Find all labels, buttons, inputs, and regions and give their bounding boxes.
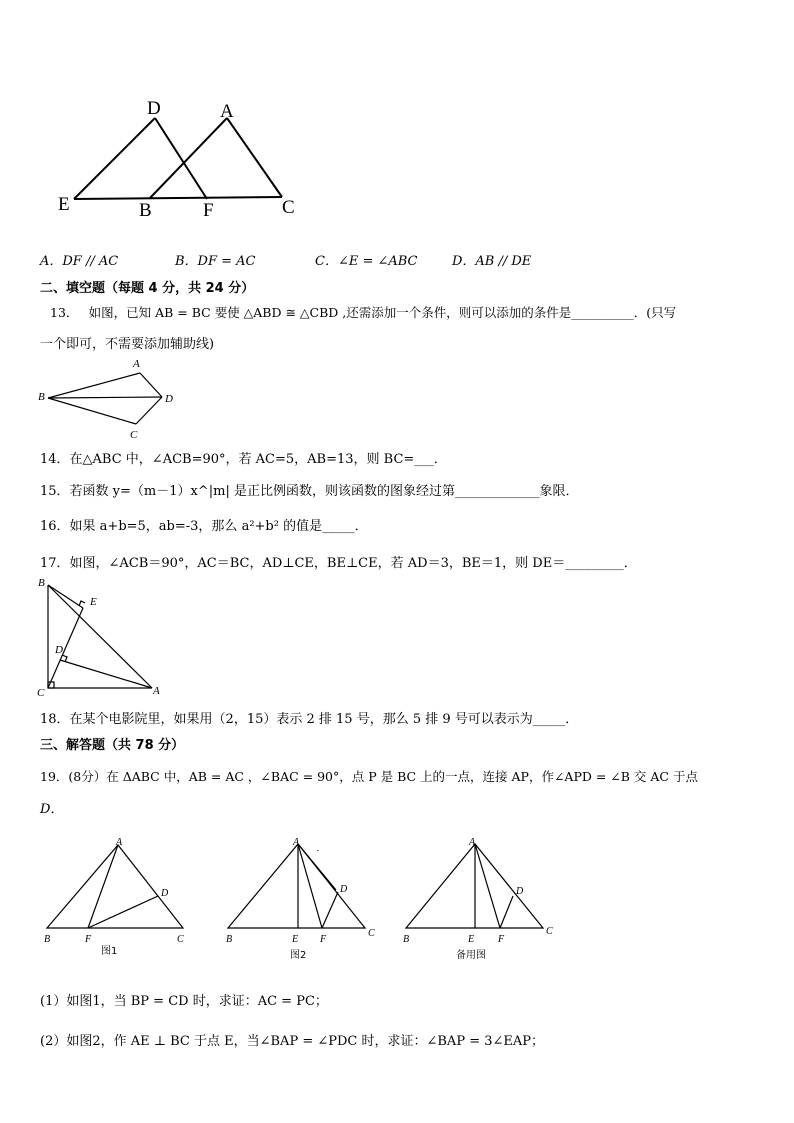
option-b: B．DF = AC: [175, 254, 256, 269]
option-c: C．∠E = ∠ABC: [315, 254, 418, 269]
label-E: E: [58, 194, 70, 215]
question-15: 15．若函数 y=（m－1）x^|m| 是正比例函数，则该函数的图象经过第_____________象限．: [40, 484, 579, 499]
spare-label-D: D: [516, 886, 524, 897]
section-heading-solve: 三、解答题（共 78 分）: [40, 738, 185, 753]
question-16: 16．如果 a+b=5，ab=-3，那么 a²+b² 的值是_____．: [40, 519, 368, 534]
question-19-part1: (1）如图1，当 BP = CD 时，求证：AC = PC；: [40, 994, 328, 1009]
fig2-label-E: E: [292, 934, 299, 945]
fig1-label-F: F: [85, 934, 92, 945]
label-F: F: [203, 200, 214, 221]
label-D: D: [165, 393, 173, 405]
fig1-label-A: A: [116, 837, 123, 848]
label-E: E: [90, 596, 97, 608]
spare-label-F: F: [498, 934, 505, 945]
label-D: D: [55, 644, 63, 656]
fig2-label-B: B: [226, 934, 233, 945]
question-13-line2: 一个即可，不需要添加辅助线): [40, 337, 215, 352]
spare-label-E: E: [468, 934, 475, 945]
figure-q19: [0, 830, 794, 970]
label-B: B: [38, 577, 45, 589]
fig1-caption: 图1: [101, 946, 118, 957]
question-14: 14．在△ABC 中，∠ACB=90°，若 AC=5，AB=13，则 BC=___．: [40, 452, 447, 467]
question-17: 17．如图，∠ACB＝90°，AC＝BC，AD⊥CE，BE⊥CE，若 AD＝3，BE＝1，则 DE＝_________．: [40, 556, 637, 571]
fig2-label-D: D: [340, 884, 348, 895]
question-13-line1: 13． 如图，已知 AB = BC 要使 △ABD ≅ △CBD ,还需添加一个条件，则可以添加的条件是__________．(只写: [50, 305, 677, 320]
label-A: A: [133, 358, 140, 370]
fig2-caption: 图2: [290, 950, 307, 961]
fig2-label-F: F: [320, 934, 327, 945]
option-a: A．DF // AC: [40, 254, 119, 269]
spare-caption: 备用图: [456, 950, 486, 961]
fig2-label-A: A: [293, 837, 300, 848]
question-19-part2: (2）如图2，作 AE ⊥ BC 于点 E，当∠BAP = ∠PDC 时，求证：∠BAP = 3∠EAP；: [40, 1034, 545, 1049]
label-D: D: [147, 98, 161, 119]
fig2-label-C: C: [368, 928, 375, 939]
label-C: C: [37, 687, 45, 699]
fig1-label-C: C: [177, 934, 184, 945]
option-d: D．AB // DE: [452, 254, 532, 269]
question-19-line1: 19．(8分）在 ΔABC 中，AB = AC ，∠BAC = 90°，点 P 是 BC 上的一点，连接 AP，作∠APD = ∠B 交 AC 于点: [40, 769, 698, 784]
question-19-line2: D．: [40, 802, 64, 817]
fig1-label-B: B: [44, 934, 51, 945]
label-C: C: [130, 429, 138, 441]
figure-q17: [0, 570, 200, 700]
section-heading-fill-in: 二、填空题（每题 4 分，共 24 分）: [40, 281, 255, 296]
label-A: A: [153, 685, 160, 697]
fig1-label-D: D: [161, 888, 169, 899]
label-A: A: [220, 101, 234, 122]
spare-label-B: B: [403, 934, 410, 945]
spare-label-C: C: [546, 926, 553, 937]
label-B: B: [38, 391, 45, 403]
label-C: C: [282, 197, 295, 218]
figure-q12: [0, 0, 794, 230]
question-18: 18．在某个电影院里，如果用（2，15）表示 2 排 15 号，那么 5 排 9 号可以表示为_____．: [40, 712, 579, 727]
spare-label-A: A: [469, 837, 476, 848]
figure-q13: [0, 350, 250, 450]
label-B: B: [139, 200, 152, 221]
